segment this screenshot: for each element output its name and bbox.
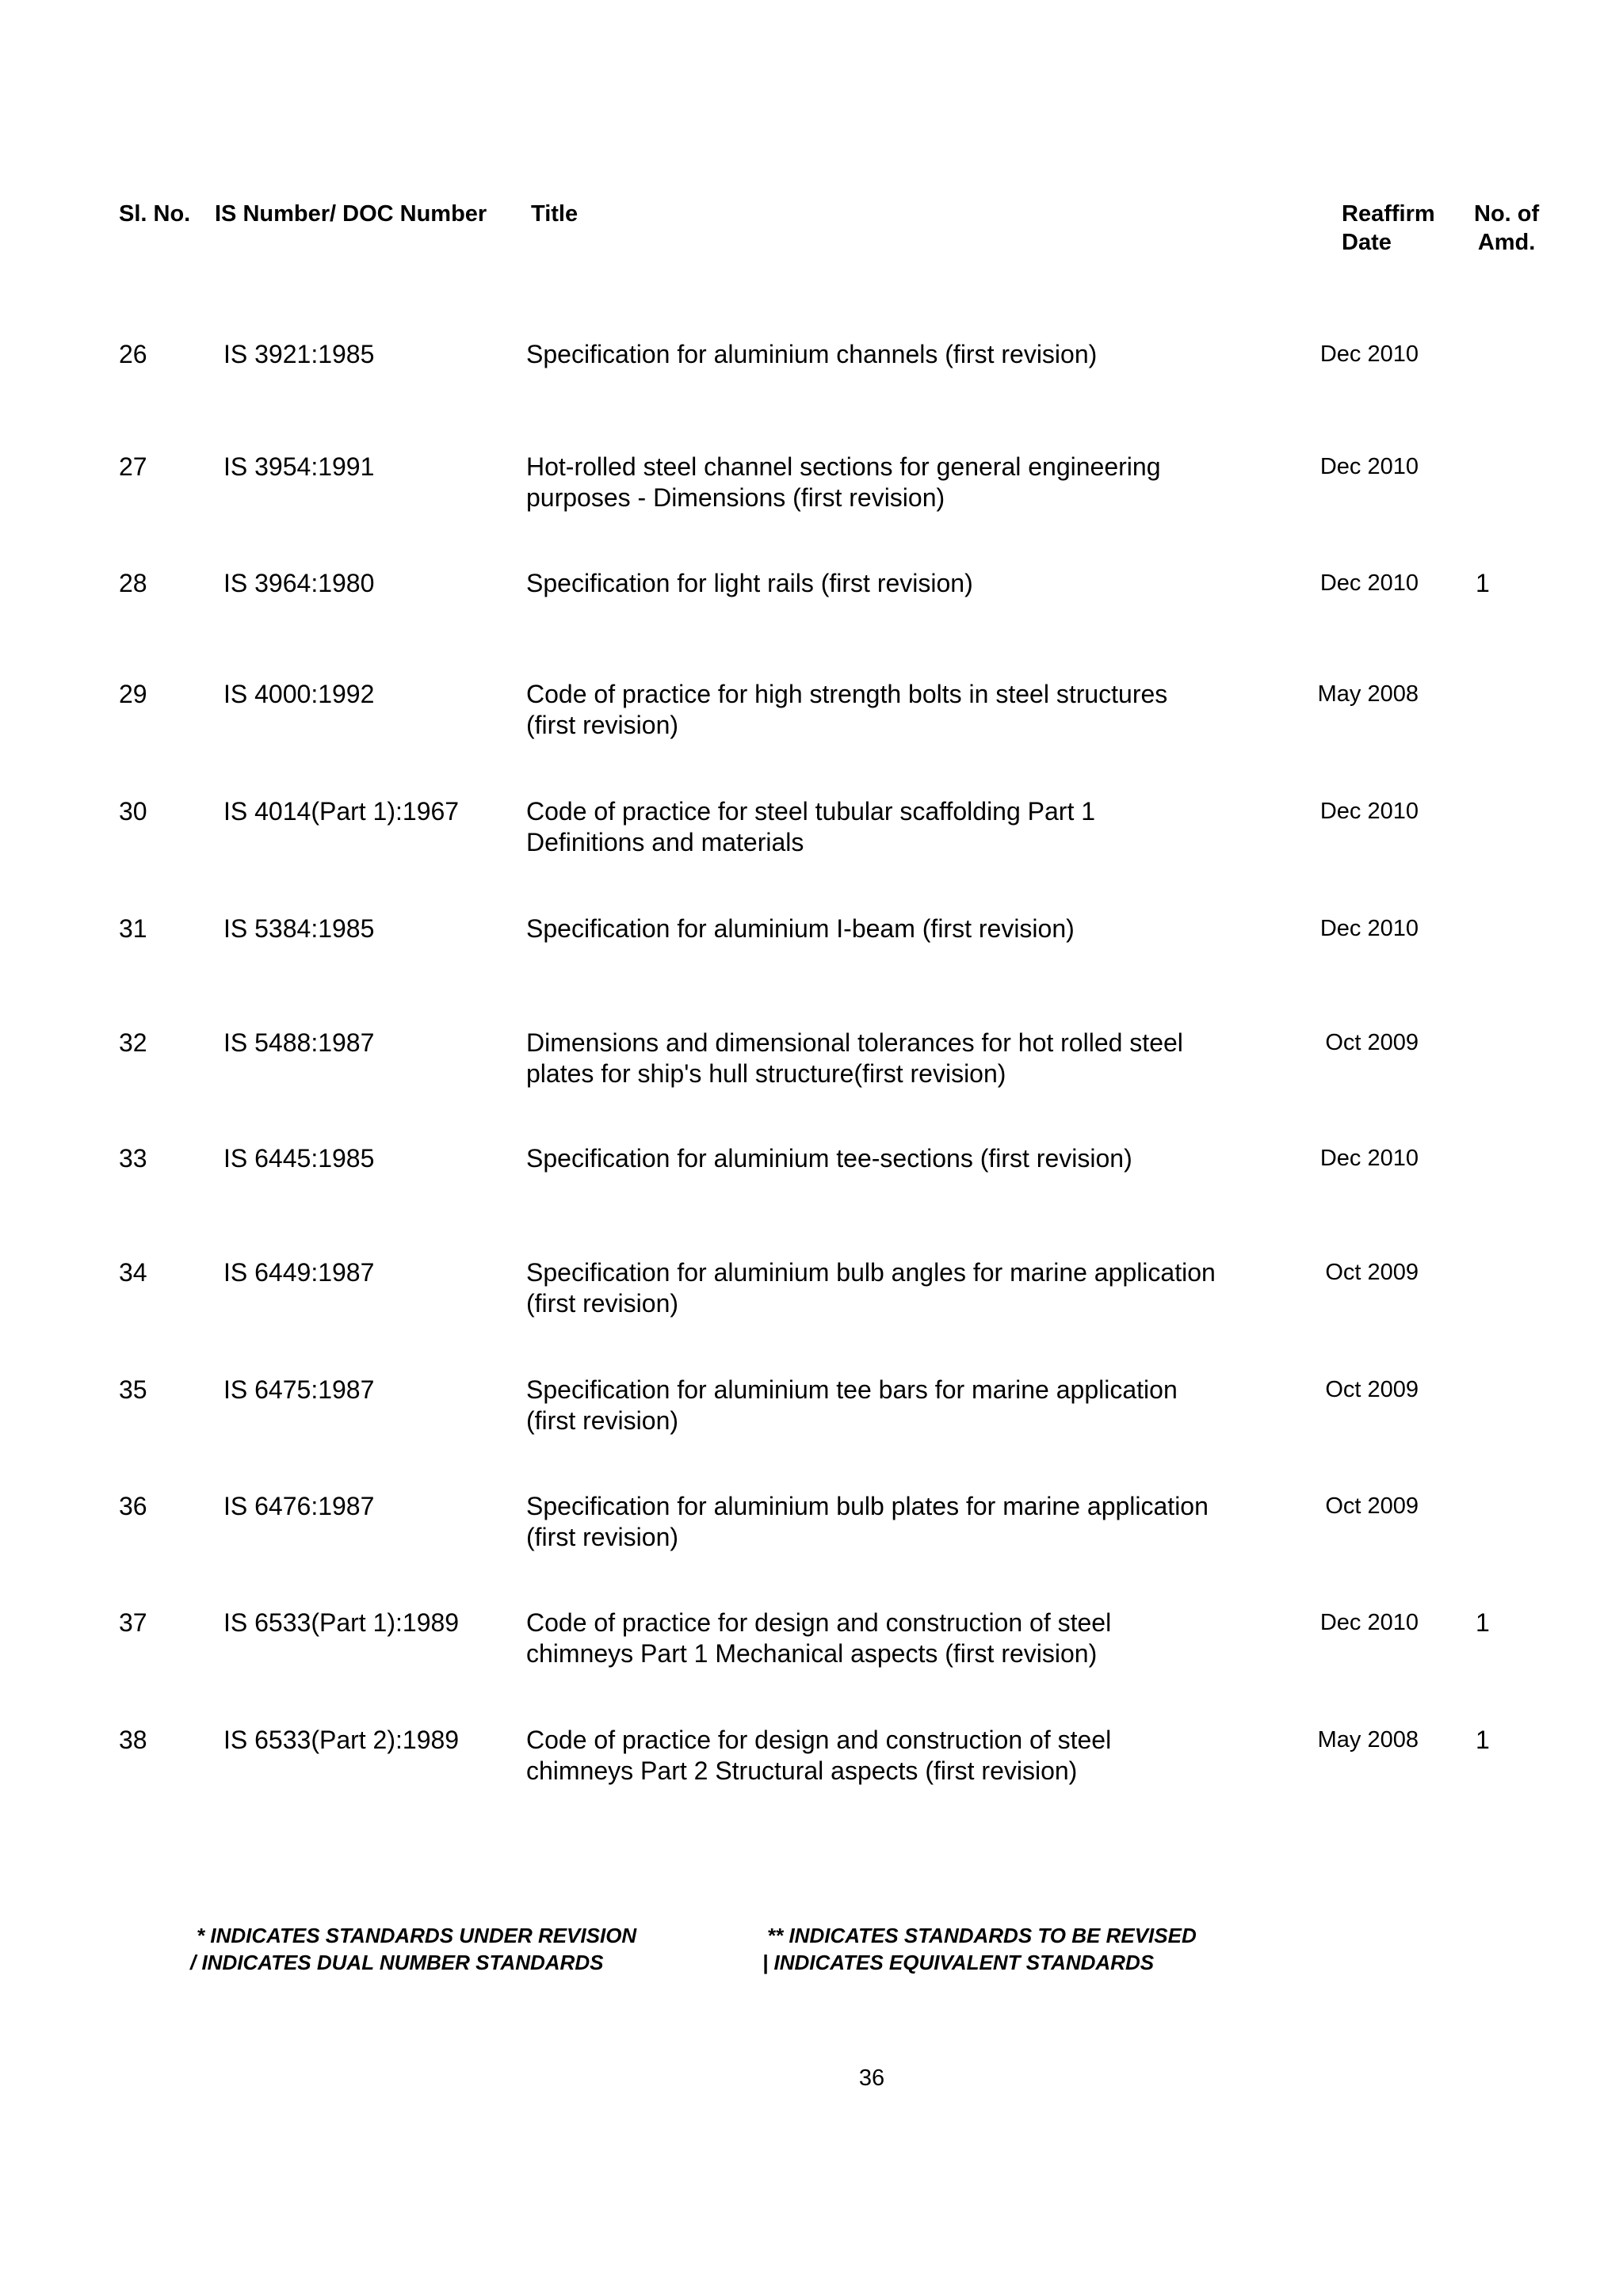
row-reaffirm-date: Dec 2010 [1319, 570, 1419, 596]
row-reaffirm-date: Oct 2009 [1325, 1030, 1419, 1055]
row-title: Specification for light rails (first revision) [526, 569, 973, 597]
row-sl-no: 29 [119, 680, 147, 708]
row-no-of-amd: 1 [1476, 1726, 1490, 1754]
row-reaffirm-date: Dec 2010 [1319, 916, 1419, 941]
row-title: Specification for aluminium I-beam (first revision) [526, 914, 1075, 943]
row-title: Code of practice for high strength bolts in steel structures (first revision) [526, 680, 1168, 739]
row-sl-no: 31 [119, 914, 147, 943]
row-sl-no: 37 [119, 1608, 147, 1637]
row-title: Specification for aluminium bulb angles for marine application (first revision) [526, 1258, 1216, 1318]
row-sl-no: 34 [119, 1258, 147, 1287]
row-is-number: IS 3954:1991 [223, 452, 375, 481]
row-is-number: IS 6533(Part 2):1989 [223, 1726, 460, 1754]
row-is-number: IS 3921:1985 [223, 340, 375, 368]
row-no-of-amd: 1 [1476, 569, 1490, 597]
row-title: Dimensions and dimensional tolerances for hot rolled steel plates for ship's hull structure(first revision) [526, 1028, 1183, 1088]
row-title: Hot-rolled steel channel sections for general engineering purposes - Dimensions (first revision) [526, 452, 1161, 512]
header-no-of-amd: No. of Amd. [1474, 201, 1540, 255]
row-is-number: IS 5488:1987 [223, 1028, 375, 1057]
row-title: Specification for aluminium bulb plates for marine application (first revision) [526, 1492, 1209, 1551]
row-reaffirm-date: Dec 2010 [1319, 799, 1419, 824]
header-title: Title [531, 201, 579, 227]
row-is-number: IS 6445:1985 [223, 1144, 375, 1173]
row-title: Code of practice for design and construction of steel chimneys Part 1 Mechanical aspects (first revision) [526, 1608, 1112, 1668]
row-reaffirm-date: Dec 2010 [1319, 1610, 1419, 1635]
row-reaffirm-date: Oct 2009 [1325, 1260, 1419, 1285]
row-reaffirm-date: Oct 2009 [1325, 1377, 1419, 1402]
row-title: Specification for aluminium tee-sections (first revision) [526, 1144, 1132, 1173]
header-is-number: IS Number/ DOC Number [215, 201, 487, 227]
row-is-number: IS 5384:1985 [223, 914, 375, 943]
row-is-number: IS 6449:1987 [223, 1258, 375, 1287]
row-title: Specification for aluminium channels (first revision) [526, 340, 1098, 368]
legend-dual-number: / INDICATES DUAL NUMBER STANDARDS [190, 1951, 604, 1974]
row-sl-no: 38 [119, 1726, 147, 1754]
row-sl-no: 32 [119, 1028, 147, 1057]
header-reaffirm-date: Reaffirm Date [1342, 201, 1435, 255]
row-reaffirm-date: May 2008 [1317, 1727, 1419, 1753]
row-reaffirm-date: Dec 2010 [1319, 454, 1419, 479]
row-is-number: IS 3964:1980 [223, 569, 375, 597]
row-reaffirm-date: Oct 2009 [1325, 1493, 1419, 1519]
row-is-number: IS 6475:1987 [223, 1375, 375, 1404]
row-is-number: IS 6476:1987 [223, 1492, 375, 1520]
row-no-of-amd: 1 [1476, 1608, 1490, 1637]
row-reaffirm-date: Dec 2010 [1319, 341, 1419, 367]
row-sl-no: 26 [119, 340, 147, 368]
row-sl-no: 35 [119, 1375, 147, 1404]
header-sl-no: Sl. No. [119, 201, 191, 227]
legend-to-be-revised: ** INDICATES STANDARDS TO BE REVISED [767, 1924, 1197, 1947]
row-title: Code of practice for design and construction of steel chimneys Part 2 Structural aspects (first revision) [526, 1726, 1112, 1785]
row-is-number: IS 4014(Part 1):1967 [223, 797, 460, 826]
row-sl-no: 28 [119, 569, 147, 597]
row-sl-no: 30 [119, 797, 147, 826]
row-reaffirm-date: May 2008 [1317, 681, 1419, 707]
row-sl-no: 27 [119, 452, 147, 481]
row-sl-no: 36 [119, 1492, 147, 1520]
row-sl-no: 33 [119, 1144, 147, 1173]
row-title: Specification for aluminium tee bars for marine application (first revision) [526, 1375, 1178, 1435]
page-number: 36 [858, 2065, 885, 2091]
row-is-number: IS 6533(Part 1):1989 [223, 1608, 460, 1637]
legend-equivalent: | INDICATES EQUIVALENT STANDARDS [762, 1951, 1155, 1974]
row-is-number: IS 4000:1992 [223, 680, 375, 708]
row-reaffirm-date: Dec 2010 [1319, 1146, 1419, 1171]
legend-under-revision: * INDICATES STANDARDS UNDER REVISION [197, 1924, 637, 1947]
row-title: Code of practice for steel tubular scaffolding Part 1 Definitions and materials [526, 797, 1096, 856]
